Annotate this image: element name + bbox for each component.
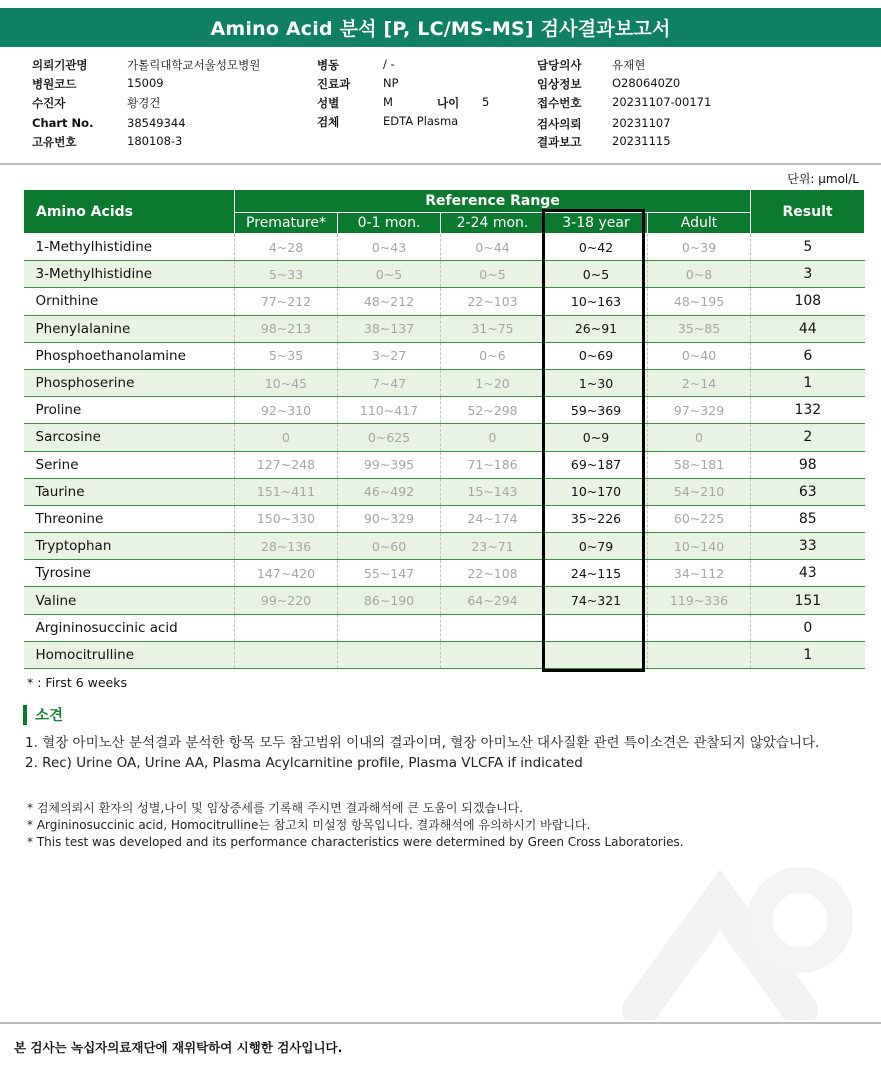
reference-range-cell — [441, 614, 545, 641]
reference-range-cell: 5~35 — [235, 342, 338, 369]
info-value: 20231107-00171 — [612, 95, 712, 109]
result-cell: 132 — [751, 397, 865, 424]
info-value: 유재현 — [612, 58, 646, 72]
reference-range-cell: 23~71 — [441, 533, 545, 560]
amino-acid-table — [23, 189, 865, 669]
table-row — [24, 315, 865, 342]
result-cell: 151 — [751, 587, 865, 614]
header-adult: Adult — [648, 213, 751, 234]
reference-range-cell: 0~43 — [338, 234, 441, 261]
amino-acid-name: Threonine — [24, 505, 235, 532]
info-label: 임상정보 — [537, 77, 582, 91]
reference-range-cell: 127~248 — [235, 451, 338, 478]
info-value: M — [383, 95, 393, 109]
table-row — [24, 261, 865, 288]
reference-range-cell: 34~112 — [648, 560, 751, 587]
info-value: 가톨릭대학교서울성모병원 — [127, 58, 261, 72]
table-row — [24, 587, 865, 614]
info-label: 결과보고 — [537, 135, 582, 149]
reference-range-cell: 119~336 — [648, 587, 751, 614]
info-label: 담당의사 — [537, 58, 582, 72]
amino-acid-name: Tryptophan — [24, 533, 235, 560]
reference-range-cell: 0~6 — [441, 342, 545, 369]
watermark-logo — [600, 860, 860, 1020]
reference-range-cell: 24~174 — [441, 505, 545, 532]
table-row — [24, 369, 865, 396]
info-value: 20231115 — [612, 134, 671, 148]
header-0-1-mon: 0-1 mon. — [338, 213, 441, 234]
info-label: 병원코드 — [32, 77, 77, 91]
info-value: 15009 — [127, 76, 164, 90]
reference-range-cell: 110~417 — [338, 397, 441, 424]
reference-range-cell: 0 — [441, 424, 545, 451]
unit-label: 단위: μmol/L — [787, 172, 859, 186]
reference-range-cell: 28~136 — [235, 533, 338, 560]
amino-acid-name: Homocitrulline — [24, 641, 235, 668]
header-premature: Premature* — [235, 213, 338, 234]
reference-range-cell: 0~79 — [545, 533, 648, 560]
reference-range-cell: 10~170 — [545, 478, 648, 505]
reference-range-cell: 150~330 — [235, 505, 338, 532]
reference-range-cell — [648, 614, 751, 641]
reference-range-cell — [545, 614, 648, 641]
reference-range-cell: 77~212 — [235, 288, 338, 315]
reference-range-cell — [235, 641, 338, 668]
header-2-24-mon: 2-24 mon. — [441, 213, 545, 234]
reference-range-cell: 26~91 — [545, 315, 648, 342]
note-line: * 검체의뢰시 환자의 성별,나이 및 임상증세를 기록해 주시면 결과해석에 큰 도움이 되겠습니다. — [27, 801, 524, 815]
info-value: 38549344 — [127, 116, 186, 130]
amino-acid-name: Tyrosine — [24, 560, 235, 587]
amino-acid-name: Phenylalanine — [24, 315, 235, 342]
amino-acid-name: Valine — [24, 587, 235, 614]
header-reference-range: Reference Range — [235, 190, 751, 213]
result-cell: 108 — [751, 288, 865, 315]
findings-text — [25, 733, 819, 773]
reference-range-cell: 31~75 — [441, 315, 545, 342]
reference-range-cell: 52~298 — [441, 397, 545, 424]
result-cell: 6 — [751, 342, 865, 369]
reference-range-cell: 97~329 — [648, 397, 751, 424]
reference-range-cell: 92~310 — [235, 397, 338, 424]
reference-range-cell: 0~42 — [545, 234, 648, 261]
result-cell: 1 — [751, 369, 865, 396]
reference-range-cell: 48~212 — [338, 288, 441, 315]
reference-range-cell: 0~625 — [338, 424, 441, 451]
reference-range-cell: 71~186 — [441, 451, 545, 478]
reference-range-cell: 54~210 — [648, 478, 751, 505]
reference-range-cell: 35~85 — [648, 315, 751, 342]
reference-range-cell: 147~420 — [235, 560, 338, 587]
reference-range-cell: 0~69 — [545, 342, 648, 369]
result-cell: 63 — [751, 478, 865, 505]
table-row — [24, 614, 865, 641]
result-cell: 5 — [751, 234, 865, 261]
table-row — [24, 560, 865, 587]
reference-range-cell — [441, 641, 545, 668]
result-cell: 98 — [751, 451, 865, 478]
reference-range-cell: 10~45 — [235, 369, 338, 396]
reference-range-cell: 38~137 — [338, 315, 441, 342]
info-label: 나이 — [437, 96, 460, 110]
reference-range-cell: 59~369 — [545, 397, 648, 424]
result-cell: 2 — [751, 424, 865, 451]
reference-range-cell — [545, 641, 648, 668]
header-amino-acids: Amino Acids — [24, 190, 235, 234]
reference-range-cell: 22~108 — [441, 560, 545, 587]
reference-range-cell: 0~40 — [648, 342, 751, 369]
reference-range-cell: 48~195 — [648, 288, 751, 315]
reference-range-cell: 0~8 — [648, 261, 751, 288]
result-cell: 44 — [751, 315, 865, 342]
reference-range-cell: 22~103 — [441, 288, 545, 315]
reference-range-cell: 0 — [648, 424, 751, 451]
amino-acid-name: Serine — [24, 451, 235, 478]
reference-range-cell: 60~225 — [648, 505, 751, 532]
section-marker — [23, 705, 27, 725]
reference-range-cell: 99~395 — [338, 451, 441, 478]
amino-acid-name: Proline — [24, 397, 235, 424]
info-value: EDTA Plasma — [383, 114, 459, 128]
info-label: 수진자 — [32, 96, 66, 110]
reference-range-cell: 0~44 — [441, 234, 545, 261]
footnote: * : First 6 weeks — [27, 675, 127, 690]
info-value: / - — [383, 57, 395, 71]
reference-range-cell: 0~39 — [648, 234, 751, 261]
info-value: NP — [383, 76, 399, 90]
amino-acid-name: Sarcosine — [24, 424, 235, 451]
info-value: 180108-3 — [127, 134, 183, 148]
info-label: 진료과 — [317, 77, 351, 91]
info-value: 20231107 — [612, 116, 671, 130]
info-value: O280640Z0 — [612, 76, 681, 90]
info-label: 병동 — [317, 58, 340, 72]
table-row — [24, 641, 865, 668]
reference-range-cell: 5~33 — [235, 261, 338, 288]
info-label: 의뢰기관명 — [32, 58, 88, 72]
divider — [0, 1022, 881, 1024]
reference-range-cell: 1~20 — [441, 369, 545, 396]
reference-range-cell: 4~28 — [235, 234, 338, 261]
table-row — [24, 478, 865, 505]
reference-range-cell: 0~5 — [338, 261, 441, 288]
table-row — [24, 288, 865, 315]
finding-line: 1. 혈장 아미노산 분석결과 분석한 항목 모두 참고범위 이내의 결과이며, 혈장 아미노산 대사질환 관련 특이소견은 관찰되지 않았습니다. — [25, 735, 820, 751]
info-label: 검체 — [317, 115, 340, 129]
reference-range-cell: 74~321 — [545, 587, 648, 614]
result-cell: 33 — [751, 533, 865, 560]
amino-acid-name: Phosphoethanolamine — [24, 342, 235, 369]
info-label: 검사의뢰 — [537, 117, 582, 131]
notes-text — [27, 800, 684, 851]
info-label: 성별 — [317, 96, 340, 110]
reference-range-cell: 10~140 — [648, 533, 751, 560]
reference-range-cell — [338, 614, 441, 641]
info-label: 접수번호 — [537, 96, 582, 110]
reference-range-cell: 1~30 — [545, 369, 648, 396]
info-label: Chart No. — [32, 116, 94, 130]
report-title: Amino Acid 분석 [P, LC/MS-MS] 검사결과보고서 — [0, 8, 881, 47]
reference-range-cell: 3~27 — [338, 342, 441, 369]
amino-acid-name: Phosphoserine — [24, 369, 235, 396]
reference-range-cell: 64~294 — [441, 587, 545, 614]
reference-range-cell: 0~5 — [545, 261, 648, 288]
amino-acid-name: Argininosuccinic acid — [24, 614, 235, 641]
reference-range-cell: 7~47 — [338, 369, 441, 396]
table-row — [24, 533, 865, 560]
table-row — [24, 397, 865, 424]
reference-range-cell: 58~181 — [648, 451, 751, 478]
table-row — [24, 424, 865, 451]
bottom-note: 본 검사는 녹십자의료재단에 재위탁하여 시행한 검사입니다. — [14, 1040, 343, 1055]
amino-acid-name: 1-Methylhistidine — [24, 234, 235, 261]
note-line: * This test was developed and its performance characteristics were determined by Green Cross Laboratories. — [27, 835, 684, 849]
header-3-18-year: 3-18 year — [545, 213, 648, 234]
info-label: 고유번호 — [32, 135, 77, 149]
info-value: 황경건 — [127, 96, 161, 110]
reference-range-cell: 0~5 — [441, 261, 545, 288]
result-cell: 85 — [751, 505, 865, 532]
reference-range-cell: 99~220 — [235, 587, 338, 614]
reference-range-cell: 69~187 — [545, 451, 648, 478]
result-cell: 1 — [751, 641, 865, 668]
findings-title: 소견 — [35, 708, 64, 724]
divider — [0, 163, 881, 165]
reference-range-cell: 2~14 — [648, 369, 751, 396]
amino-acid-name: Taurine — [24, 478, 235, 505]
reference-range-cell: 15~143 — [441, 478, 545, 505]
reference-range-cell: 10~163 — [545, 288, 648, 315]
table-row — [24, 234, 865, 261]
reference-range-cell: 151~411 — [235, 478, 338, 505]
reference-range-cell: 24~115 — [545, 560, 648, 587]
header-result: Result — [751, 190, 865, 234]
reference-range-cell — [338, 641, 441, 668]
findings-header — [23, 704, 63, 725]
finding-line: 2. Rec) Urine OA, Urine AA, Plasma Acylcarnitine profile, Plasma VLCFA if indicated — [25, 755, 583, 771]
note-line: * Argininosuccinic acid, Homocitrulline는 참고치 미설정 항목입니다. 결과해석에 유의하시기 바랍니다. — [27, 818, 591, 832]
reference-range-cell: 35~226 — [545, 505, 648, 532]
amino-acid-name: 3-Methylhistidine — [24, 261, 235, 288]
reference-range-cell — [648, 641, 751, 668]
patient-info — [0, 55, 881, 155]
result-cell: 0 — [751, 614, 865, 641]
reference-range-cell: 46~492 — [338, 478, 441, 505]
info-value: 5 — [482, 95, 490, 109]
reference-range-cell — [235, 614, 338, 641]
table-row — [24, 505, 865, 532]
amino-acid-name: Ornithine — [24, 288, 235, 315]
reference-range-cell: 0~60 — [338, 533, 441, 560]
result-cell: 43 — [751, 560, 865, 587]
table-row — [24, 451, 865, 478]
reference-range-cell: 55~147 — [338, 560, 441, 587]
reference-range-cell: 86~190 — [338, 587, 441, 614]
reference-range-cell: 90~329 — [338, 505, 441, 532]
reference-range-cell: 98~213 — [235, 315, 338, 342]
reference-range-cell: 0~9 — [545, 424, 648, 451]
table-row — [24, 342, 865, 369]
reference-range-cell: 0 — [235, 424, 338, 451]
result-cell: 3 — [751, 261, 865, 288]
